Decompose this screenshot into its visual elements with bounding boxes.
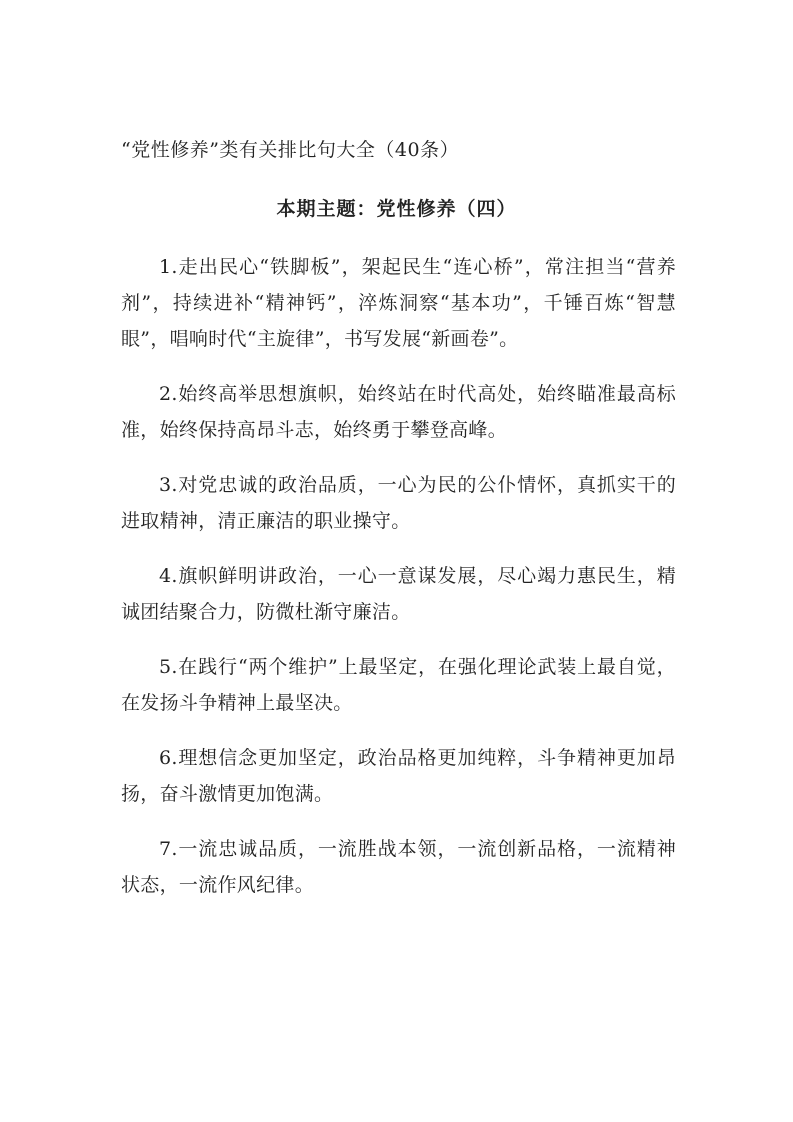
document-title: “党性修养”类有关排比句大全（40条） [121, 139, 460, 161]
sentence-item-7: 7.一流忠诚品质，一流胜战本领，一流创新品格，一流精神状态，一流作风纪律。 [121, 838, 676, 896]
sentence-list [121, 249, 676, 922]
document-subtitle: 本期主题：党性修养（四） [276, 198, 517, 220]
sentence-item-5: 5.在践行“两个维护”上最坚定，在强化理论武装上最自觉，在发扬斗争精神上最坚决。 [121, 656, 676, 714]
sentence-item-3: 3.对党忠诚的政治品质，一心为民的公仆情怀，真抓实干的进取精神，清正廉洁的职业操守。 [121, 474, 676, 532]
sentence-item-4: 4.旗帜鲜明讲政治，一心一意谋发展，尽心竭力惠民生，精诚团结聚合力，防微杜渐守廉洁。 [121, 565, 676, 623]
sentence-item-1: 1.走出民心“铁脚板”，架起民生“连心桥”，常注担当“营养剂”，持续进补“精神钙”，淬炼洞察“基本功”，千锤百炼“智慧眼”，唱响时代“主旋律”，书写发展“新画卷”。 [121, 256, 676, 350]
sentence-item-6: 6.理想信念更加坚定，政治品格更加纯粹，斗争精神更加昂扬，奋斗激情更加饱满。 [121, 747, 676, 805]
sentence-item-2: 2.始终高举思想旗帜，始终站在时代高处，始终瞄准最高标准，始终保持高昂斗志，始终勇于攀登高峰。 [121, 383, 676, 441]
